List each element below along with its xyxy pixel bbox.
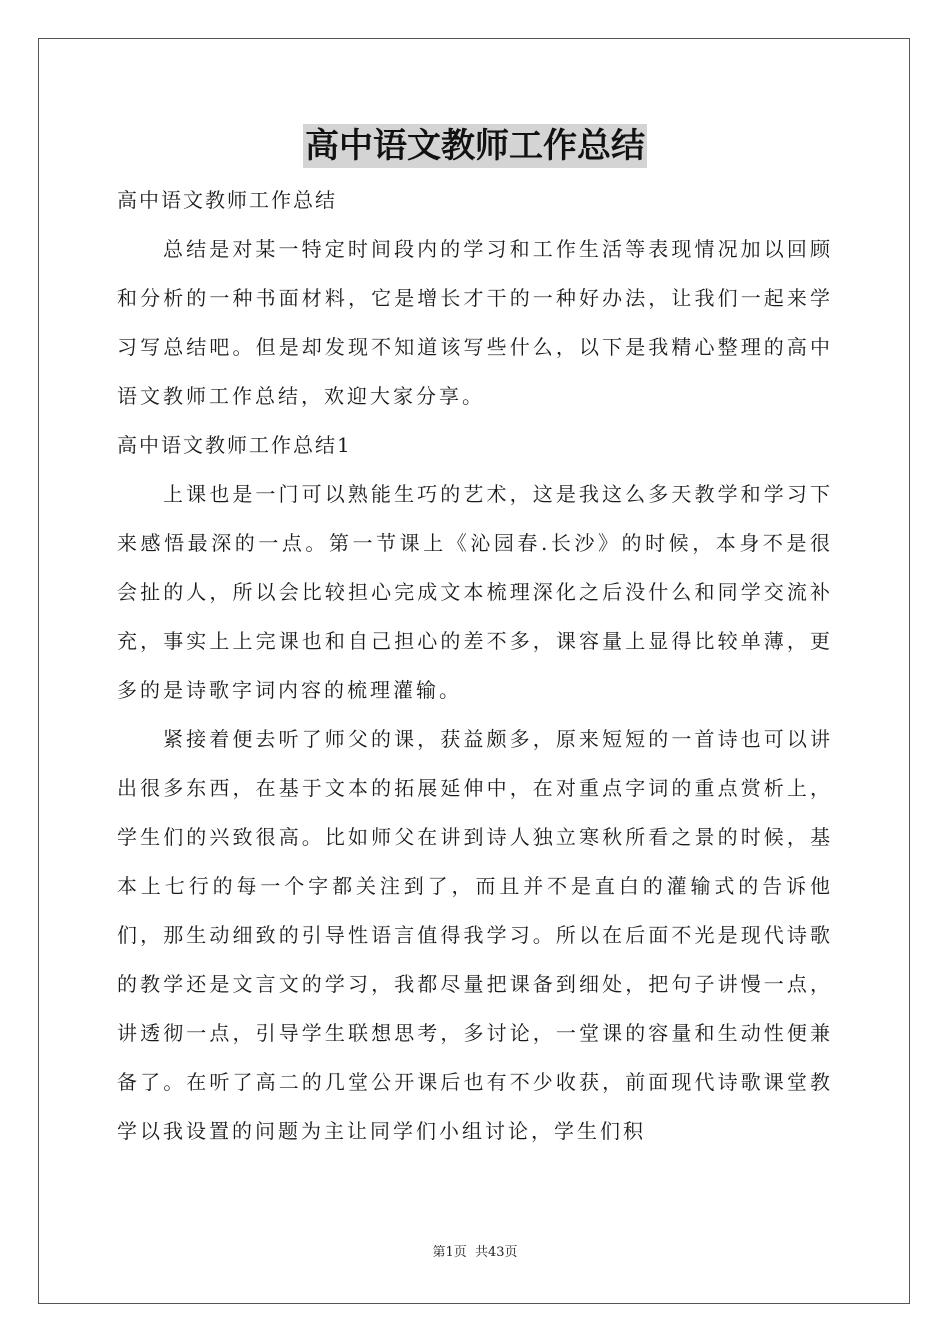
body-paragraph: 紧接着便去听了师父的课，获益颇多，原来短短的一首诗也可以讲出很多东西，在基于文本的拓展延伸中，在对重点字词的重点赏析上，学生们的兴致很高。比如师父在讲到诗人独立寒秋所看之景的时候，基本上七行的每一个字都关注到了，而且并不是直白的灌输式的告诉他们，那生动细致的引导性语言值得我学习。所以在后面不光是现代诗歌的教学还是文言文的学习，我都尽量把课备到细处，把句子讲慢一点，讲透彻一点，引导学生联想思考，多讨论，一堂课的容量和生动性便兼备了。在听了高二的几堂公开课后也有不少收获，前面现代诗歌课堂教学以我设置的问题为主让同学们小组讨论，学生们积 (117, 727, 833, 1143)
title-container (0, 124, 950, 168)
page-footer (0, 1244, 950, 1262)
document-title: 高中语文教师工作总结 (305, 126, 645, 166)
document-body (117, 176, 833, 1156)
body-paragraph: 上课也是一门可以熟能生巧的艺术，这是我这么多天教学和学习下来感悟最深的一点。第一节课上《沁园春.长沙》的时候，本身不是很会扯的人，所以会比较担心完成文本梳理深化之后没什么和同学交流补充，事实上上完课也和自己担心的差不多，课容量上显得比较单薄，更多的是诗歌字词内容的梳理灌输。 (117, 482, 833, 702)
intro-paragraph: 总结是对某一特定时间段内的学习和工作生活等表现情况加以回顾和分析的一种书面材料，它是增长才干的一种好办法，让我们一起来学习写总结吧。但是却发现不知道该写些什么，以下是我精心整理的高中语文教师工作总结，欢迎大家分享。 (117, 237, 833, 408)
document-subtitle: 高中语文教师工作总结 (117, 188, 337, 212)
page-number: 第1页 (432, 1245, 467, 1260)
page-total: 共43页 (474, 1245, 518, 1260)
section-heading: 高中语文教师工作总结1 (117, 433, 352, 457)
